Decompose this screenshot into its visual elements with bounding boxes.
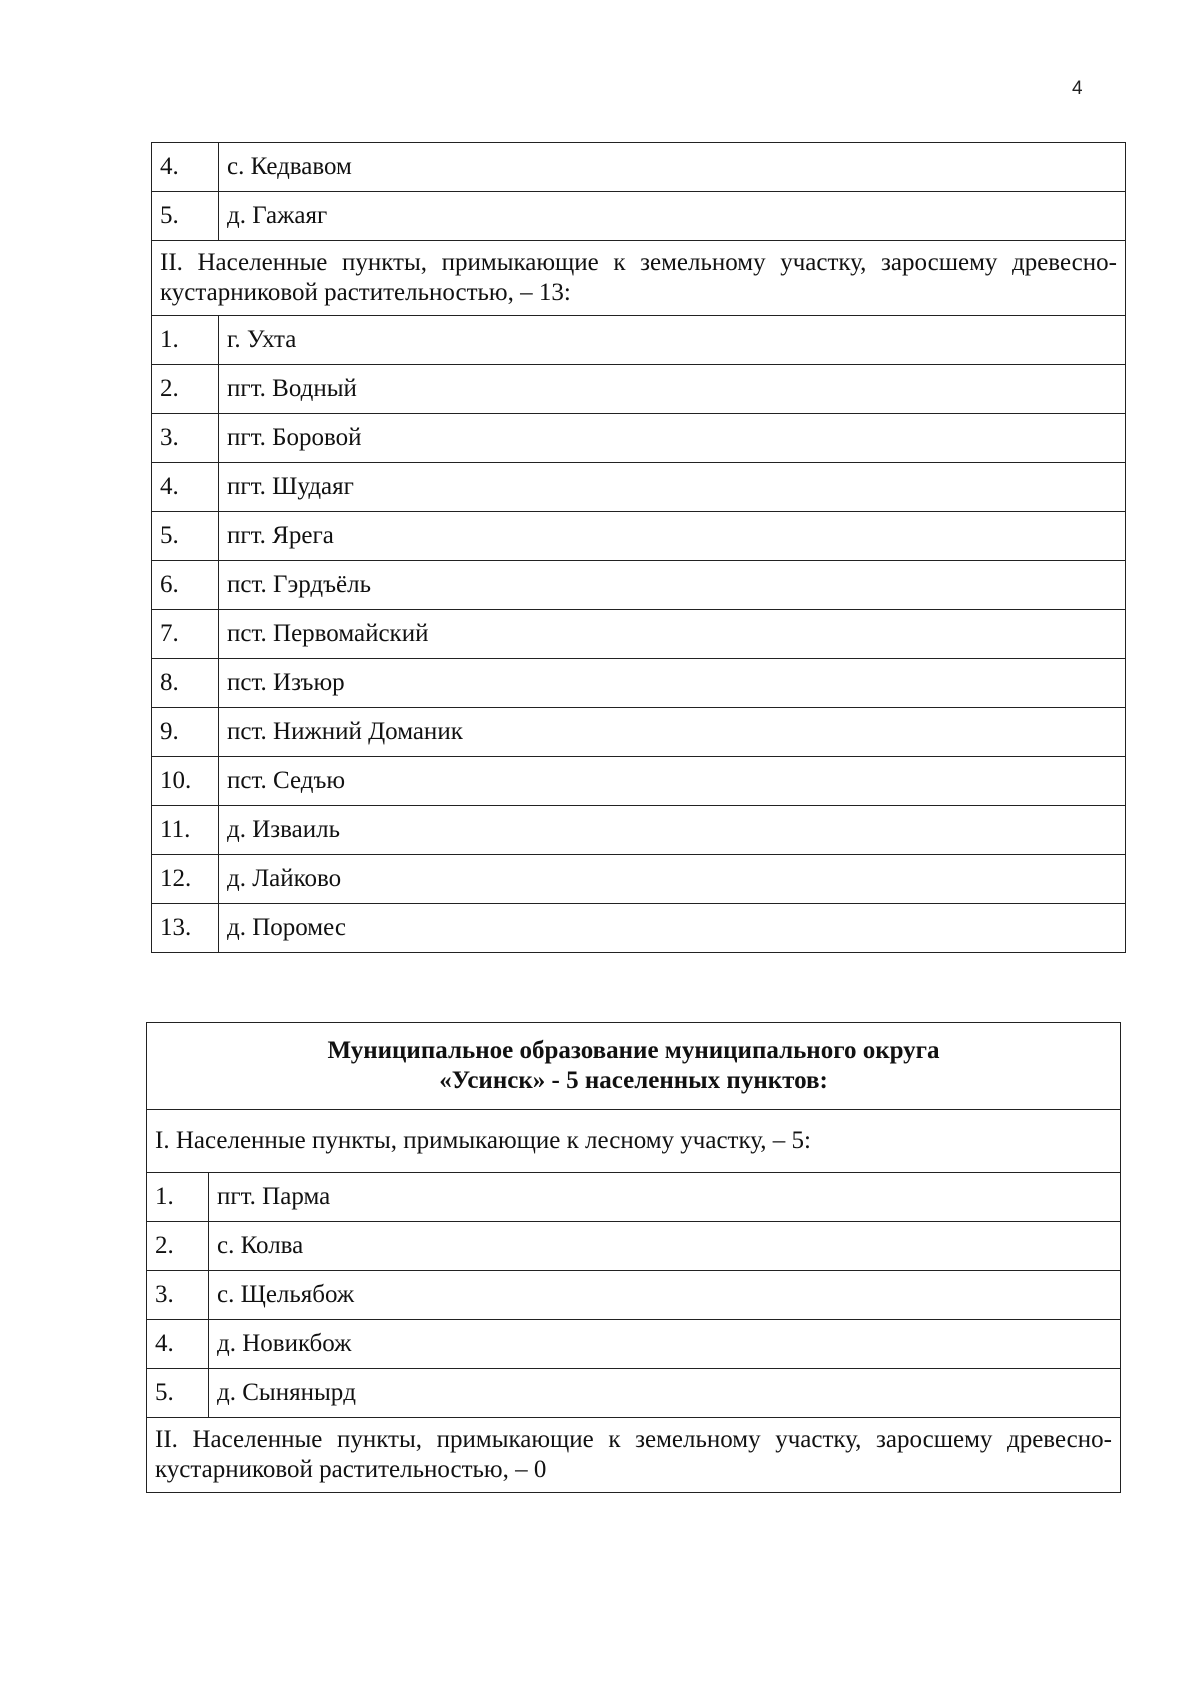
settlement-name: пгт. Боровой <box>219 414 1126 463</box>
section-i-title: I. Населенные пункты, примыкающие к лесному участку, – 5: <box>147 1110 1121 1173</box>
row-number: 2. <box>147 1222 209 1271</box>
row-number: 13. <box>152 904 219 953</box>
table-row <box>152 561 1126 610</box>
table-row <box>152 512 1126 561</box>
table-row <box>152 904 1126 953</box>
settlements-table-usinsk <box>146 1022 1121 1493</box>
settlement-name: пст. Первомайский <box>219 610 1126 659</box>
row-number: 6. <box>152 561 219 610</box>
row-number: 8. <box>152 659 219 708</box>
settlement-name: пст. Изъюр <box>219 659 1126 708</box>
settlement-name: пгт. Ярега <box>219 512 1126 561</box>
table-row <box>152 365 1126 414</box>
row-number: 3. <box>152 414 219 463</box>
settlement-name: д. Изваиль <box>219 806 1126 855</box>
table-row <box>152 463 1126 512</box>
section-row <box>147 1110 1121 1173</box>
settlement-name: пст. Гэрдъёль <box>219 561 1126 610</box>
row-number: 4. <box>152 143 219 192</box>
municipality-header <box>147 1023 1121 1110</box>
row-number: 2. <box>152 365 219 414</box>
table-row <box>147 1271 1121 1320</box>
row-number: 4. <box>147 1320 209 1369</box>
row-number: 3. <box>147 1271 209 1320</box>
table-row <box>147 1369 1121 1418</box>
settlement-name: д. Гажаяг <box>219 192 1126 241</box>
table-row <box>152 806 1126 855</box>
settlement-name: г. Ухта <box>219 316 1126 365</box>
section-row <box>147 1418 1121 1493</box>
row-number: 7. <box>152 610 219 659</box>
settlement-name: с. Щельябож <box>209 1271 1121 1320</box>
row-number: 12. <box>152 855 219 904</box>
settlement-name: пст. Седъю <box>219 757 1126 806</box>
row-number: 1. <box>152 316 219 365</box>
row-number: 5. <box>152 192 219 241</box>
table-row <box>152 316 1126 365</box>
table-row <box>147 1320 1121 1369</box>
table-row <box>152 192 1126 241</box>
settlement-name: с. Колва <box>209 1222 1121 1271</box>
row-number: 4. <box>152 463 219 512</box>
row-number: 11. <box>152 806 219 855</box>
row-number: 5. <box>152 512 219 561</box>
settlement-name: д. Сыняныpд <box>209 1369 1121 1418</box>
settlement-name: пгт. Парма <box>209 1173 1121 1222</box>
settlement-name: д. Поромес <box>219 904 1126 953</box>
settlement-name: пст. Нижний Доманик <box>219 708 1126 757</box>
section-row <box>152 241 1126 316</box>
settlement-name: пгт. Шудаяг <box>219 463 1126 512</box>
table-row <box>147 1173 1121 1222</box>
table-row <box>152 757 1126 806</box>
row-number: 1. <box>147 1173 209 1222</box>
settlements-table-ukhta <box>151 142 1126 953</box>
municipality-header-line1: Муниципальное образование муниципального округа <box>327 1037 940 1064</box>
settlement-name: д. Лайково <box>219 855 1126 904</box>
page-number: 4 <box>1072 78 1083 99</box>
row-number: 9. <box>152 708 219 757</box>
row-number: 5. <box>147 1369 209 1418</box>
municipality-header-row <box>147 1023 1121 1110</box>
settlement-name: д. Новикбож <box>209 1320 1121 1369</box>
settlement-name: пгт. Водный <box>219 365 1126 414</box>
table-row <box>152 659 1126 708</box>
table-row <box>152 610 1126 659</box>
section-ii-title: II. Населенные пункты, примыкающие к земельному участку, заросшему древесно-кустарниковой растительностью, – 13: <box>152 241 1126 316</box>
row-number: 10. <box>152 757 219 806</box>
table-row <box>152 708 1126 757</box>
table-row <box>152 855 1126 904</box>
table-row <box>152 414 1126 463</box>
municipality-header-line2: «Усинск» - 5 населенных пунктов: <box>439 1067 828 1094</box>
table-row <box>152 143 1126 192</box>
settlement-name: с. Кедвавом <box>219 143 1126 192</box>
section-ii-title: II. Населенные пункты, примыкающие к земельному участку, заросшему древесно-кустарниковой растительностью, – 0 <box>147 1418 1121 1493</box>
table-row <box>147 1222 1121 1271</box>
